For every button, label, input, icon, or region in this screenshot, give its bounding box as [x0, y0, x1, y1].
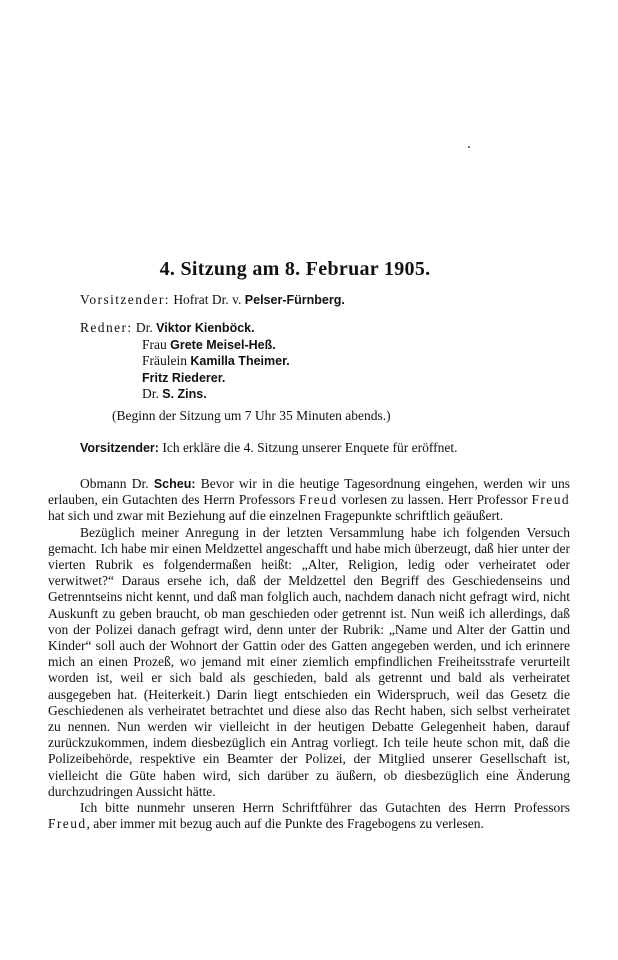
speaker-prefix: Frau [142, 336, 167, 352]
speakers-label: Redner: [80, 320, 133, 335]
opening-text: Ich erkläre die 4. Sitzung unserer Enquete für eröffnet. [162, 440, 458, 455]
chair-label: Vorsitzender: [80, 292, 170, 307]
speech-paragraph [48, 476, 570, 525]
speech-text: Ich bitte nunmehr unseren Herrn Schriftführer das Gutachten des Herrn Professors [80, 800, 570, 816]
speaker-name: Fritz Riederer. [142, 370, 226, 385]
speakers-list [80, 320, 290, 403]
speaker-name: S. Zins. [162, 387, 207, 401]
name-freud: Freud [531, 492, 570, 508]
chair-title: Hofrat Dr. v. [173, 292, 242, 307]
speaker-prefix: Dr. [142, 386, 159, 401]
speaker-prefix: Fräulein [142, 353, 187, 368]
speck-mark [468, 146, 470, 148]
speaker-row [80, 370, 290, 387]
chair-name: Pelser-Fürnberg. [244, 293, 345, 307]
speaker-prefix: Dr. [135, 320, 153, 335]
opening-line [80, 440, 457, 456]
speech-paragraph: Bezüglich meiner Anregung in der letzten Versammlung habe ich folgenden Versuch gemacht. Ich habe mir einen Meldzettel angeschafft und habe mich überzeugt, daß hier unter der vierten Rubrik es folgendermaßen heißt: „Alter, Religion, ledig oder verheiratet oder verwitwet?“ Daraus ersehe ich, daß der Meldzettel den Begriff des Geschiedenseins und Getrenntseins nicht kennt, und daß man folglich auch, nachdem danach nicht gefragt wird, nicht Auskunft zu geben braucht, ob man geschieden oder getrennt ist. Nun weiß ich allerdings, daß von der Polizei danach gefragt wird, denn unter der Rubrik: „Name und Alter der Gattin und Kinder“ soll auch der Wohnort der Gattin oder des Gatten angegeben werden, und ich erinnere mich an einen Prozeß, wo jemand mit einer ziemlich empfindlichen Freiheitsstrafe verurteilt worden ist, weil er sich bald als geschieden, bald als getrennt und bald als verheiratet ausgegeben hat. (Heiterkeit.) Darin liegt entschieden ein Widerspruch, weil das Gesetz die Geschiedenen als verheiratet betrachtet und diese also das Recht haben, sich selbst verheiratet zu nennen. Nun werden wir vielleicht in der heutigen Debatte Gelegenheit haben, darauf zurückzukommen, indem diesbezüglich ein Antrag vorliegt. Ich teile heute schon mit, daß die Polizeibehörde, respektive ein Beamter der Polizei, der Mitglied unserer Gesellschaft ist, vielleicht die Güte haben wird, sich darüber zu äußern, ob diesbezüglich eine Änderung durchzudringen Aussicht hätte. [48, 524, 570, 799]
session-start-note: (Beginn der Sitzung um 7 Uhr 35 Minuten abends.) [112, 408, 391, 423]
speaker-name: Viktor Kienböck. [156, 321, 255, 335]
speaker-row [80, 337, 290, 354]
speech-paragraph: Ich bitte nunmehr unseren Herrn Schriftführer das Gutachten des Herrn Professors Freud, aber immer mit bezug auch auf die Punkte des Fragebogens zu verlesen. [48, 800, 570, 832]
speech-body [48, 476, 570, 832]
speech-intro: Obmann Dr. [80, 476, 149, 491]
speaker-row [80, 353, 290, 370]
speech-text: vorlesen zu lassen. Herr Professor [341, 492, 528, 508]
name-freud: Freud [298, 492, 338, 508]
speech-speaker: Scheu: [153, 477, 196, 491]
speaker-name: Grete Meisel-Heß. [170, 337, 276, 352]
speech-text: hat sich und zwar mit Beziehung auf die einzelnen Fragepunkte schriftlich geäußert. [48, 508, 504, 524]
speech-text: aber immer mit bezug auch auf die Punkte des Fragebogens zu verlesen. [93, 816, 484, 832]
speech-text: Bevor wir in die heutige Tagesordnung eingehen, werden wir uns erlauben, ein Gutachten des Herrn Professors [48, 476, 571, 508]
speaker-row [80, 386, 290, 403]
speaker-name: Kamilla Theimer. [190, 354, 290, 368]
session-heading: 4. Sitzung am 8. Februar 1905. [159, 258, 431, 280]
speaker-row [80, 320, 290, 337]
name-freud: Freud [48, 816, 87, 832]
chair-line [80, 292, 345, 308]
opening-speaker: Vorsitzender: [80, 441, 159, 455]
